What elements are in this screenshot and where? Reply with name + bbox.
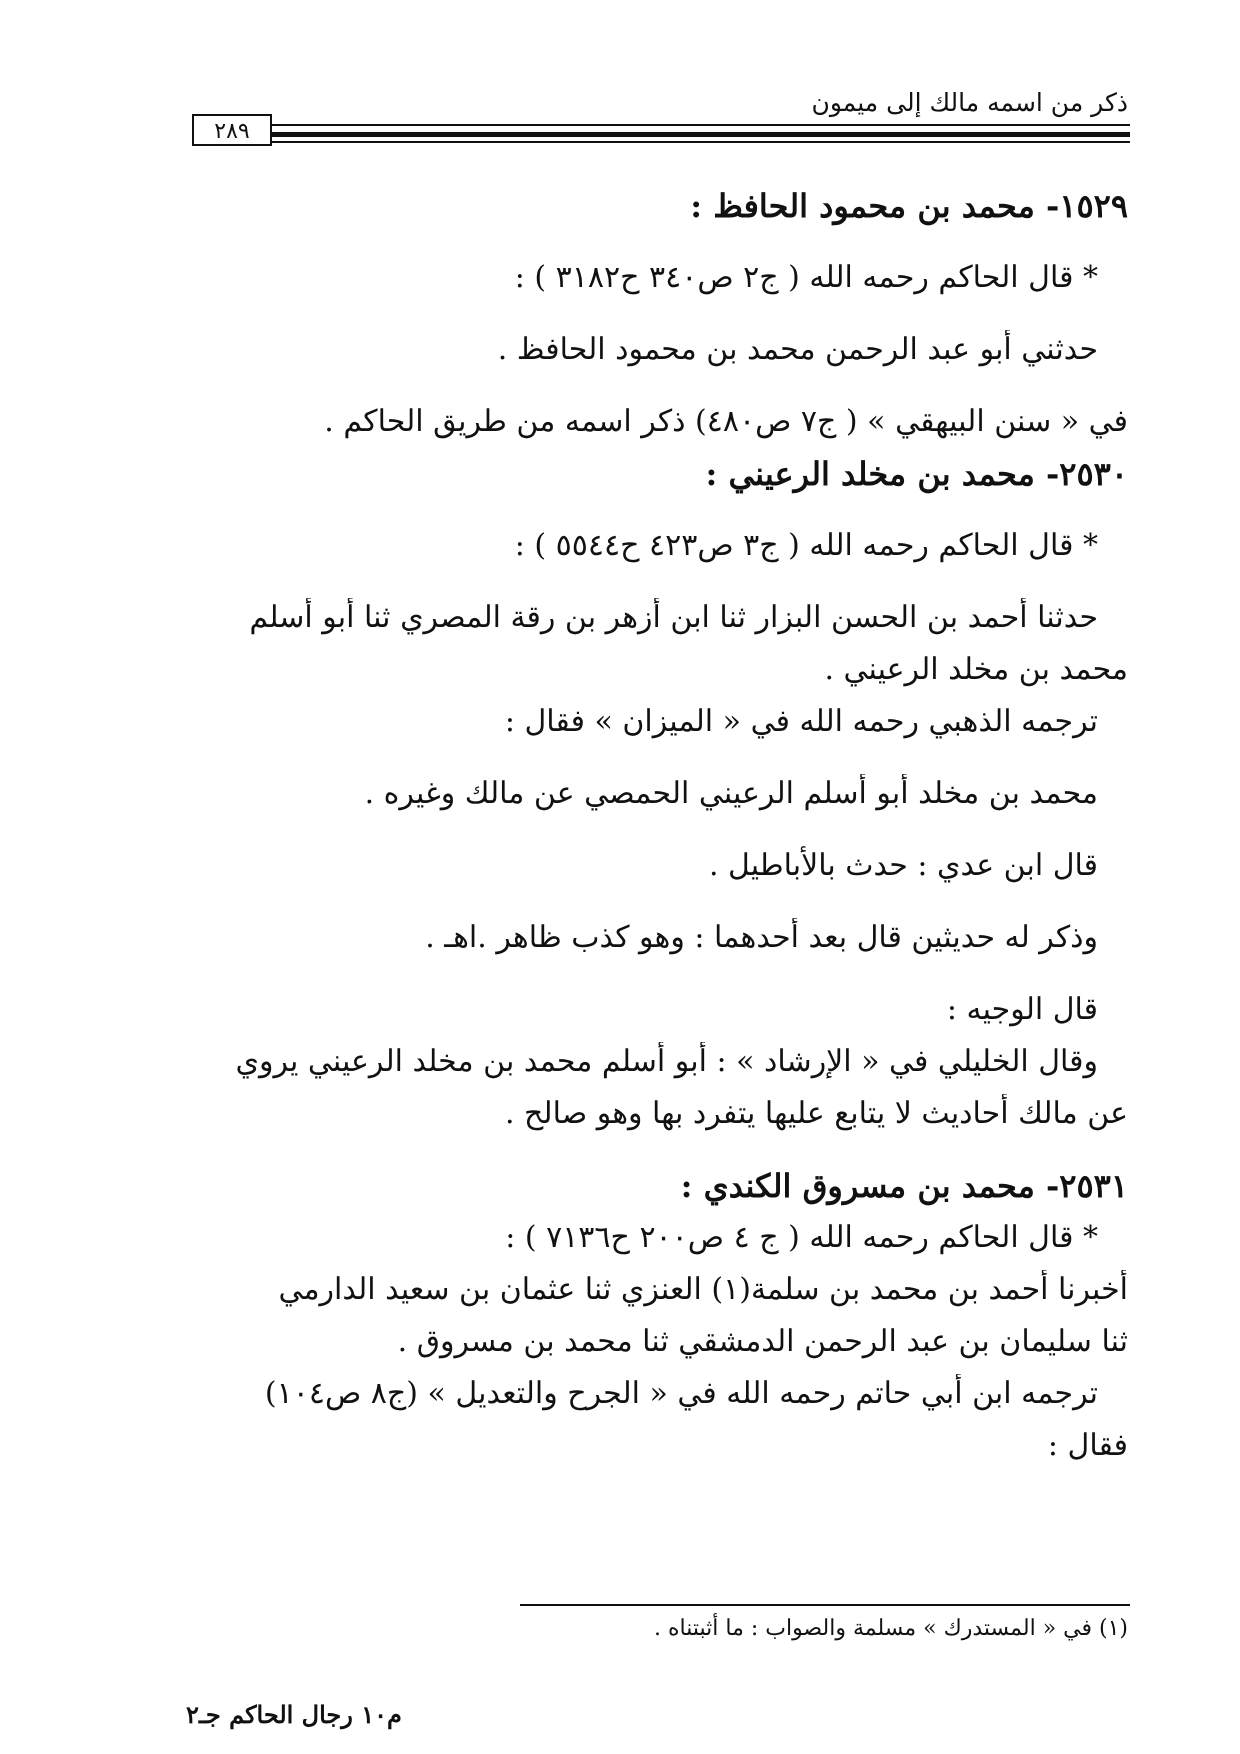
footnote: (١) في « المستدرك » مسلمة والصواب : ما أثبتناه .	[654, 1616, 1128, 1641]
text-line: أخبرنا أحمد بن محمد بن سلمة(١) العنزي ثنا عثمان بن سعيد الدارمي	[278, 1272, 1128, 1307]
text-line: حدثني أبو عبد الرحمن محمد بن محمود الحافظ .	[497, 332, 1098, 367]
text-line: ترجمه ابن أبي حاتم رحمه الله في « الجرح والتعديل » (ج٨ ص١٠٤)	[264, 1376, 1098, 1411]
running-title: ذكر من اسمه مالك إلى ميمون	[811, 88, 1128, 117]
entry-heading-2531: ٢٥٣١- محمد بن مسروق الكندي :	[680, 1167, 1128, 1205]
text-line: عن مالك أحاديث لا يتابع عليها يتفرد بها وهو صالح .	[504, 1096, 1128, 1131]
text-line: ثنا سليمان بن عبد الرحمن الدمشقي ثنا محمد بن مسروق .	[397, 1324, 1128, 1359]
text-line: * قال الحاكم رحمه الله ( ج ٤ ص٢٠٠ ح٧١٣٦ ) :	[505, 1220, 1098, 1255]
text-line: * قال الحاكم رحمه الله ( ج٢ ص٣٤٠ ح٣١٨٢ ) :	[514, 260, 1098, 295]
entry-heading-1529: ١٥٢٩- محمد بن محمود الحافظ :	[690, 187, 1128, 225]
header-rule-top	[272, 124, 1130, 126]
body-text	[186, 186, 1128, 1478]
page-number-box: ٢٨٩	[192, 114, 272, 146]
text-line: محمد بن مخلد أبو أسلم الرعيني الحمصي عن مالك وغيره .	[364, 776, 1098, 811]
entry-heading-2530: ٢٥٣٠- محمد بن مخلد الرعيني :	[705, 455, 1128, 493]
text-line: قال ابن عدي : حدث بالأباطيل .	[708, 848, 1098, 883]
text-line: * قال الحاكم رحمه الله ( ج٣ ص٤٢٣ ح٥٥٤٤ ) :	[514, 528, 1098, 563]
text-line: قال الوجيه :	[946, 992, 1098, 1027]
footnote-rule	[520, 1604, 1130, 1606]
text-line: ترجمه الذهبي رحمه الله في « الميزان » فقال :	[504, 704, 1098, 739]
header-rule-thick	[272, 132, 1130, 137]
printer-signature: م١٠ رجال الحاكم جـ٢	[186, 1700, 402, 1729]
text-line: في « سنن البيهقي » ( ج٧ ص٤٨٠) ذكر اسمه من طريق الحاكم .	[324, 404, 1128, 439]
text-line: حدثنا أحمد بن الحسن البزار ثنا ابن أزهر بن رقة المصري ثنا أبو أسلم	[249, 600, 1098, 635]
text-line: فقال :	[1047, 1428, 1128, 1463]
header-rule-bottom	[272, 141, 1130, 143]
text-line: وذكر له حديثين قال بعد أحدهما : وهو كذب ظاهر .اهـ .	[425, 920, 1098, 955]
text-line: وقال الخليلي في « الإرشاد » : أبو أسلم محمد بن مخلد الرعيني يروي	[235, 1044, 1098, 1079]
text-line: محمد بن مخلد الرعيني .	[824, 652, 1128, 687]
